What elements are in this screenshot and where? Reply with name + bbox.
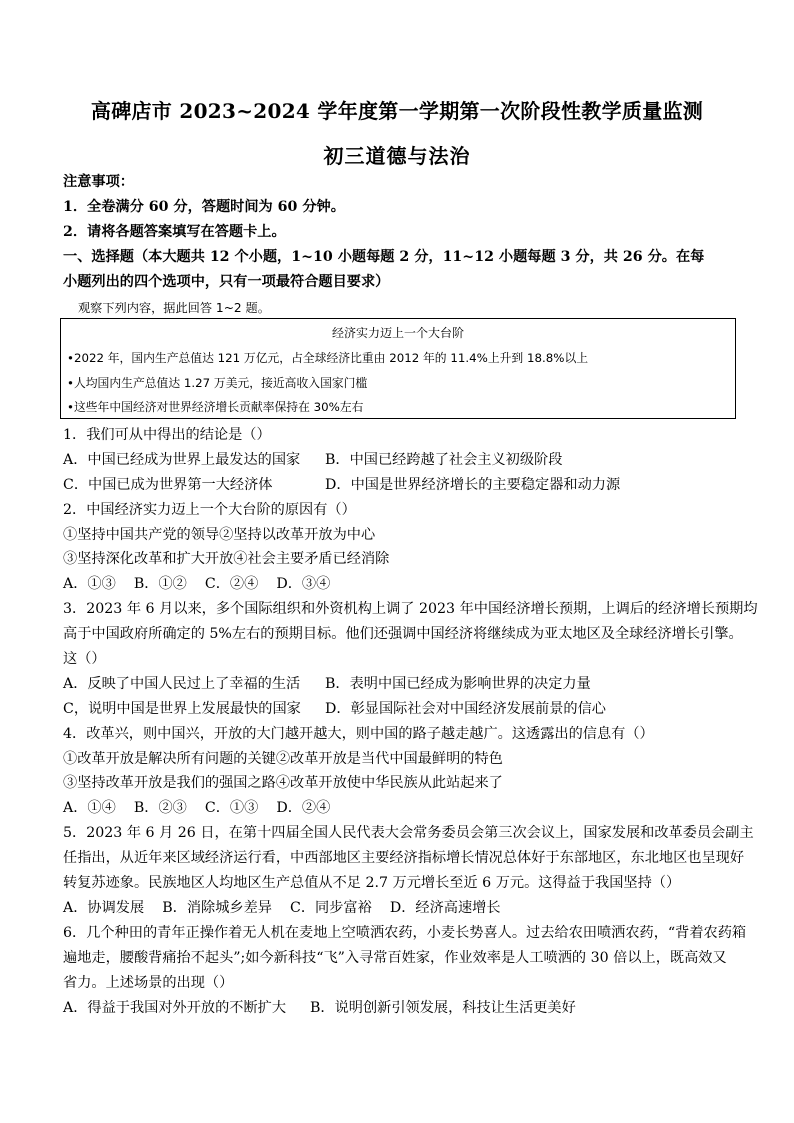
question-1-stem: 1．我们可从中得出的结论是（） — [63, 427, 271, 443]
question-3-stem-2: 高于中国政府所确定的 5%左右的预期目标。他们还强调中国经济将继续成为亚太地区及全球经济增长引擎。 — [63, 626, 743, 642]
section-heading-line-1: 一、选择题（本大题共 12 个小题，1~10 小题每题 2 分，11~12 小题每题 3 分，共 26 分。在每 — [63, 249, 705, 265]
question-2-statements-1: ①坚持中国共产党的领导②坚持以改革开放为中心 — [63, 527, 376, 543]
question-3-stem-3: 这（） — [63, 651, 106, 667]
question-6-option-b: B．说明创新引领发展，科技让生活更美好 — [310, 1000, 576, 1016]
question-1-option-d: D．中国是世界经济增长的主要稳定器和动力源 — [325, 477, 621, 493]
question-3-stem-1: 3．2023 年 6 月以来，多个国际组织和外资机构上调了 2023 年中国经济增长预期，上调后的经济增长预期均 — [63, 601, 758, 617]
question-3-option-b: B．表明中国已经成为影响世界的决定力量 — [325, 676, 591, 692]
question-1-option-c: C．中国已成为世界第一大经济体 — [63, 477, 273, 493]
material-item-3: •这些年中国经济对世界经济增长贡献率保持在 30%左右 — [67, 400, 364, 414]
material-box-title: 经济实力迈上一个大台阶 — [331, 326, 464, 340]
note-item-2: 2．请将各题答案填写在答题卡上。 — [63, 224, 286, 240]
question-1-option-b: B．中国已经跨越了社会主义初级阶段 — [325, 452, 563, 468]
question-5-stem-1: 5．2023 年 6 月 26 日，在第十四届全国人民代表大会常务委员会第三次会议上，国家发展和改革委员会副主 — [63, 825, 754, 841]
question-2-statements-2: ③坚持深化改革和扩大开放④社会主要矛盾已经消除 — [63, 551, 390, 567]
exam-title: 高碑店市 2023~2024 学年度第一学期第一次阶段性教学质量监测 — [90, 99, 704, 123]
question-5-stem-3: 转复苏迹象。民族地区人均地区生产总值从不足 2.7 万元增长至近 6 万元。这得益于我国坚持（） — [63, 875, 681, 891]
question-6-stem-1: 6．几个种田的青年正操作着无人机在麦地上空喷洒农药，小麦长势喜人。过去给农田喷洒农药，“背着农药箱 — [63, 925, 747, 941]
question-1-option-a: A．中国已经成为世界上最发达的国家 — [63, 452, 301, 468]
material-item-1: •2022 年，国内生产总值达 121 万亿元，占全球经济比重由 2012 年的 11.4%上升到 18.8%以上 — [67, 351, 589, 365]
question-4-statements-1: ①改革开放是解决所有问题的关键②改革开放是当代中国最鲜明的特色 — [63, 751, 503, 767]
question-3-option-a: A．反映了中国人民过上了幸福的生活 — [63, 676, 301, 692]
note-item-1: 1．全卷满分 60 分，答题时间为 60 分钟。 — [63, 199, 345, 215]
section-heading-line-2: 小题列出的四个选项中，只有一项最符合题目要求） — [63, 274, 390, 290]
material-item-2: •人均国内生产总值达 1.27 万美元，接近高收入国家门槛 — [67, 376, 368, 390]
question-3-options-row-2 — [63, 699, 743, 719]
question-1-options-row-2 — [63, 475, 743, 495]
question-2-stem: 2．中国经济实力迈上一个大台阶的原因有（） — [63, 502, 356, 518]
question-1-options-row-1 — [63, 450, 743, 470]
question-6-options-row-1 — [63, 998, 743, 1018]
question-6-option-a: A．得益于我国对外开放的不断扩大 — [63, 1000, 287, 1016]
question-4-statements-2: ③坚持改革开放是我们的强国之路④改革开放使中华民族从此站起来了 — [63, 775, 503, 791]
question-4-options: A．①④ B．②③ C．①③ D．②④ — [63, 800, 331, 816]
question-3-option-d: D．彰显国际社会对中国经济发展前景的信心 — [325, 701, 606, 717]
section-intro: 观察下列内容，据此回答 1~2 题。 — [78, 301, 270, 315]
notes-heading: 注意事项： — [63, 174, 134, 190]
question-6-stem-2: 遍地走，腰酸背痛抬不起头”;如今新科技“飞”入寻常百姓家，作业效率是人工喷洒的 30 倍以上，既高效又 — [63, 950, 727, 966]
question-3-option-c: C，说明中国是世界上发展最快的国家 — [63, 701, 301, 717]
exam-subject: 初三道德与法治 — [323, 144, 471, 168]
question-6-stem-3: 省力。上述场景的出现（） — [63, 975, 234, 991]
question-2-options: A．①③ B．①② C．②④ D．③④ — [63, 576, 331, 592]
question-5-options: A．协调发展 B．消除城乡差异 C．同步富裕 D．经济高速增长 — [63, 900, 501, 916]
question-5-stem-2: 任指出，从近年来区域经济运行看，中西部地区主要经济指标增长情况总体好于东部地区，东北地区也呈现好 — [63, 850, 745, 866]
question-3-options-row-1 — [63, 674, 743, 694]
question-4-stem: 4．改革兴，则中国兴，开放的大门越开越大，则中国的路子越走越广。这透露出的信息有（） — [63, 726, 654, 742]
material-box — [60, 318, 736, 419]
